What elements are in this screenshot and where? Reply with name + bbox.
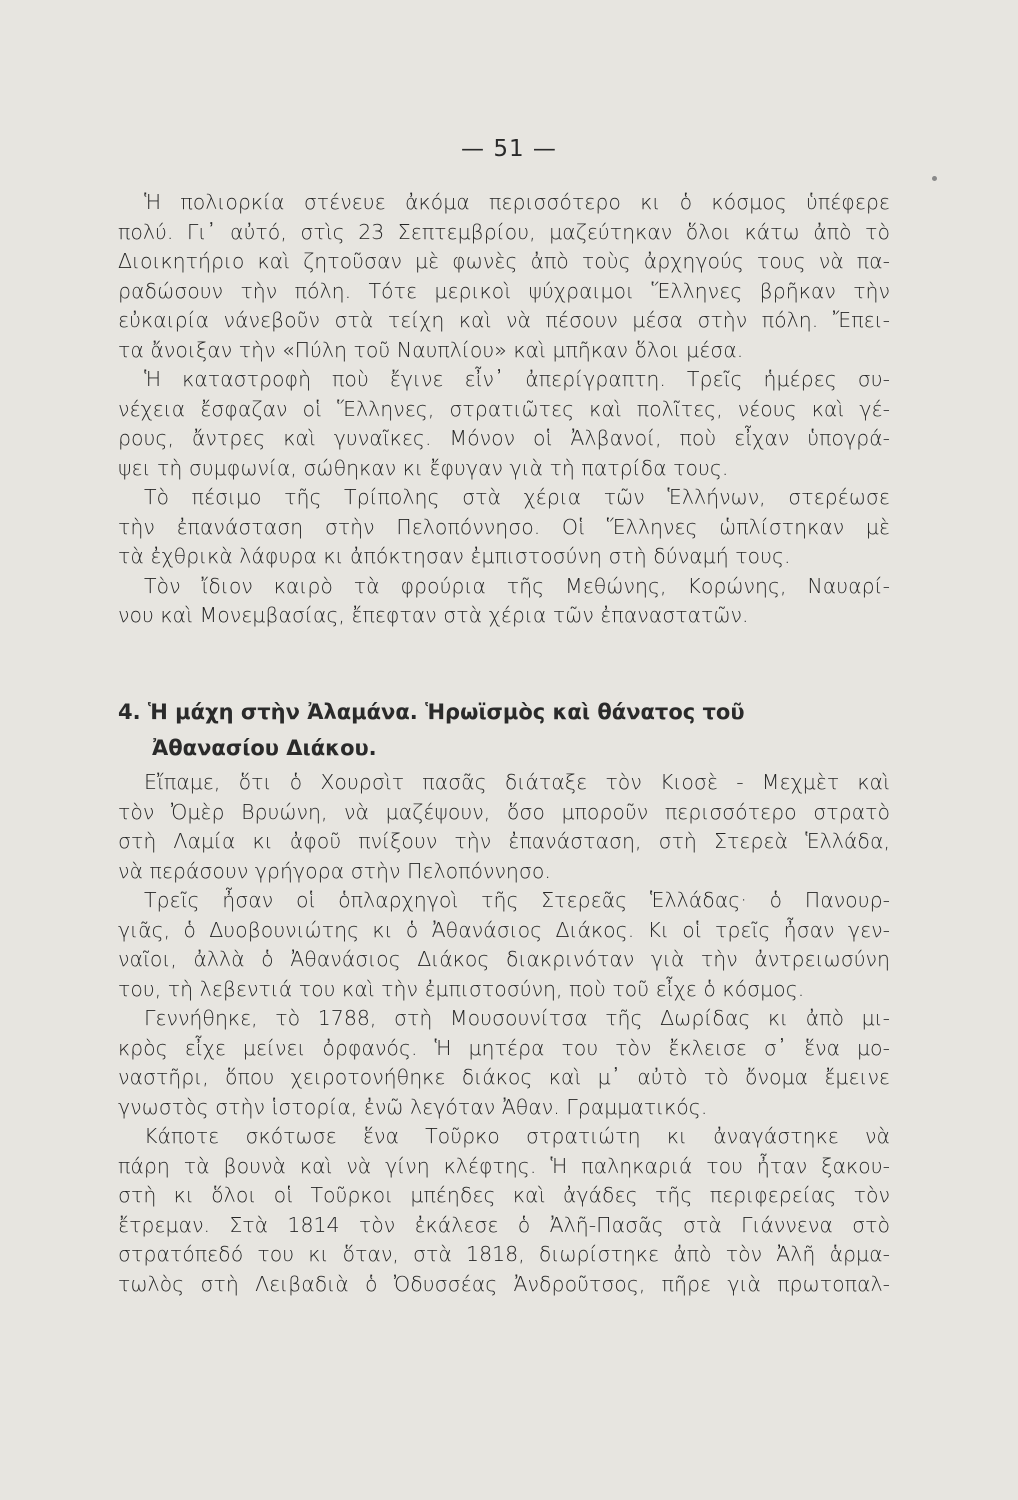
text-line: ναῖοι, ἀλλὰ ὁ Ἀθανάσιος Διάκος διακρινόταν γιὰ τὴν ἀντρειωσύνη xyxy=(118,947,890,971)
section-heading-line: Ἀθανασίου Διάκου. xyxy=(152,736,377,760)
margin-dot xyxy=(932,176,937,181)
text-line: τωλὸς στὴ Λειβαδιὰ ὁ Ὀδυσσέας Ἀνδροῦτσος, πῆρε γιὰ πρωτοπαλ- xyxy=(118,1271,890,1296)
text-line: ψει τὴ συμφωνία, σώθηκαν κι ἔφυγαν γιὰ τὴ πατρίδα τους. xyxy=(118,455,729,480)
text-line: κρὸς εἶχε μείνει ὀρφανός. Ἡ μητέρα του τὸν ἔκλεισε σ᾽ ἕνα μο- xyxy=(118,1035,890,1060)
text-line: πολύ. Γι᾽ αὐτό, στὶς 23 Σεπτεμβρίου, μαζεύτηκαν ὅλοι κάτω ἀπὸ τὸ xyxy=(118,219,890,244)
text-line: Διοικητήριο καὶ ζητοῦσαν μὲ φωνὲς ἀπὸ τοὺς ἀρχηγούς τους νὰ πα- xyxy=(118,249,890,273)
text-line: εὐκαιρία νάνεβοῦν στὰ τείχη καὶ νὰ πέσουν μέσα στὴν πόλη. Ἔπει- xyxy=(118,308,890,332)
paragraph xyxy=(118,1004,890,1122)
text-line: Ἡ καταστροφὴ ποὺ ἔγινε εἶν᾽ ἀπερίγραπτη. Τρεῖς ἡμέρες συ- xyxy=(144,367,890,391)
text-line: νὰ περάσουν γρήγορα στὴν Πελοπόννησο. xyxy=(118,858,551,883)
text-line: Τὸ πέσιμο τῆς Τρίπολης στὰ χέρια τῶν Ἑλλήνων, στερέωσε xyxy=(144,485,890,509)
text-line: Κάποτε σκότωσε ἕνα Τοῦρκο στρατιώτη κι ἀναγάστηκε νὰ xyxy=(144,1124,890,1148)
text-line: Ἡ πολιορκία στένευε ἀκόμα περισσότερο κι ὁ κόσμος ὑπέφερε xyxy=(144,190,890,214)
paragraph xyxy=(118,886,890,1004)
section-heading-line: 4. Ἡ μάχη στὴν Ἀλαμάνα. Ἡρωϊσμὸς καὶ θάνατος τοῦ xyxy=(118,700,745,724)
paragraph xyxy=(118,483,890,572)
text-block-top xyxy=(118,188,890,631)
text-line: ρους, ἄντρες καὶ γυναῖκες. Μόνον οἱ Ἀλβανοί, ποὺ εἶχαν ὑπογρά- xyxy=(118,426,890,450)
paragraph xyxy=(118,572,890,631)
text-line: στὴ κι ὅλοι οἱ Τοῦρκοι μπέηδες καὶ ἀγάδες τῆς περιφερείας τὸν xyxy=(118,1183,890,1207)
section-heading xyxy=(118,694,890,766)
text-line: πάρη τὰ βουνὰ καὶ νὰ γίνη κλέφτης. Ἡ παληκαριά του ἦταν ξακου- xyxy=(118,1153,890,1178)
text-line: ραδώσουν τὴν πόλη. Τότε μερικοὶ ψύχραιμοι Ἕλληνες βρῆκαν τὴν xyxy=(118,278,890,303)
text-line: νέχεια ἔσφαζαν οἱ Ἕλληνες, στρατιῶτες καὶ πολῖτες, νέους καὶ γέ- xyxy=(118,396,890,421)
paragraph xyxy=(118,768,890,886)
text-line: γνωστὸς στὴν ἱστορία, ἐνῶ λεγόταν Ἀθαν. Γραμματικός. xyxy=(118,1094,708,1119)
page-number: — 51 — xyxy=(461,136,557,162)
text-line: τα ἄνοιξαν τὴν «Πύλη τοῦ Ναυπλίου» καὶ μπῆκαν ὅλοι μέσα. xyxy=(118,337,744,362)
text-line: Τὸν ἴδιον καιρὸ τὰ φρούρια τῆς Μεθώνης, Κορώνης, Ναυαρί- xyxy=(144,573,890,598)
text-line: ἔτρεμαν. Στὰ 1814 τὸν ἐκάλεσε ὁ Ἀλῆ-Πασᾶς στὰ Γιάννενα στὸ xyxy=(118,1212,890,1237)
paragraph xyxy=(118,188,890,365)
text-line: τὴν ἐπανάσταση στὴν Πελοπόννησο. Οἱ Ἕλληνες ὡπλίστηκαν μὲ xyxy=(118,514,890,539)
text-line: του, τὴ λεβεντιά του καὶ τὴν ἐμπιστοσύνη, ποὺ τοῦ εἶχε ὁ κόσμος. xyxy=(118,976,805,1001)
text-line: Εἴπαμε, ὅτι ὁ Χουρσὶτ πασᾶς διάταξε τὸν Κιοσὲ - Μεχμὲτ καὶ xyxy=(144,770,890,794)
text-line: τὸν Ὀμὲρ Βρυώνη, νὰ μαζέψουν, ὅσο μποροῦν περισσότερο στρατὸ xyxy=(118,799,890,824)
paragraph xyxy=(118,1122,890,1299)
paragraph xyxy=(118,365,890,483)
text-line: Τρεῖς ἦσαν οἱ ὁπλαρχηγοὶ τῆς Στερεᾶς Ἑλλάδας· ὁ Πανουρ- xyxy=(144,888,890,912)
text-line: στρατόπεδό του κι ὅταν, στὰ 1818, διωρίστηκε ἀπὸ τὸν Ἀλῆ ἁρμα- xyxy=(118,1242,890,1266)
text-line: νου καὶ Μονεμβασίας, ἔπεφταν στὰ χέρια τῶν ἐπαναστατῶν. xyxy=(118,603,749,627)
text-line: τὰ ἐχθρικὰ λάφυρα κι ἀπόκτησαν ἐμπιστοσύνη στὴ δύναμή τους. xyxy=(118,544,791,568)
text-line: Γεννήθηκε, τὸ 1788, στὴ Μουσουνίτσα τῆς Δωρίδας κι ἀπὸ μι- xyxy=(144,1006,890,1030)
text-line: στὴ Λαμία κι ἀφοῦ πνίξουν τὴν ἐπανάσταση, στὴ Στερεὰ Ἑλλάδα, xyxy=(118,829,890,853)
text-line: γιᾶς, ὁ Δυοβουνιώτης κι ὁ Ἀθανάσιος Διάκος. Κι οἱ τρεῖς ἦσαν γεν- xyxy=(118,917,890,942)
text-line: ναστῆρι, ὅπου χειροτονήθηκε διάκος καὶ μ᾽ αὐτὸ τὸ ὄνομα ἔμεινε xyxy=(118,1065,890,1089)
text-block-bottom xyxy=(118,768,890,1299)
